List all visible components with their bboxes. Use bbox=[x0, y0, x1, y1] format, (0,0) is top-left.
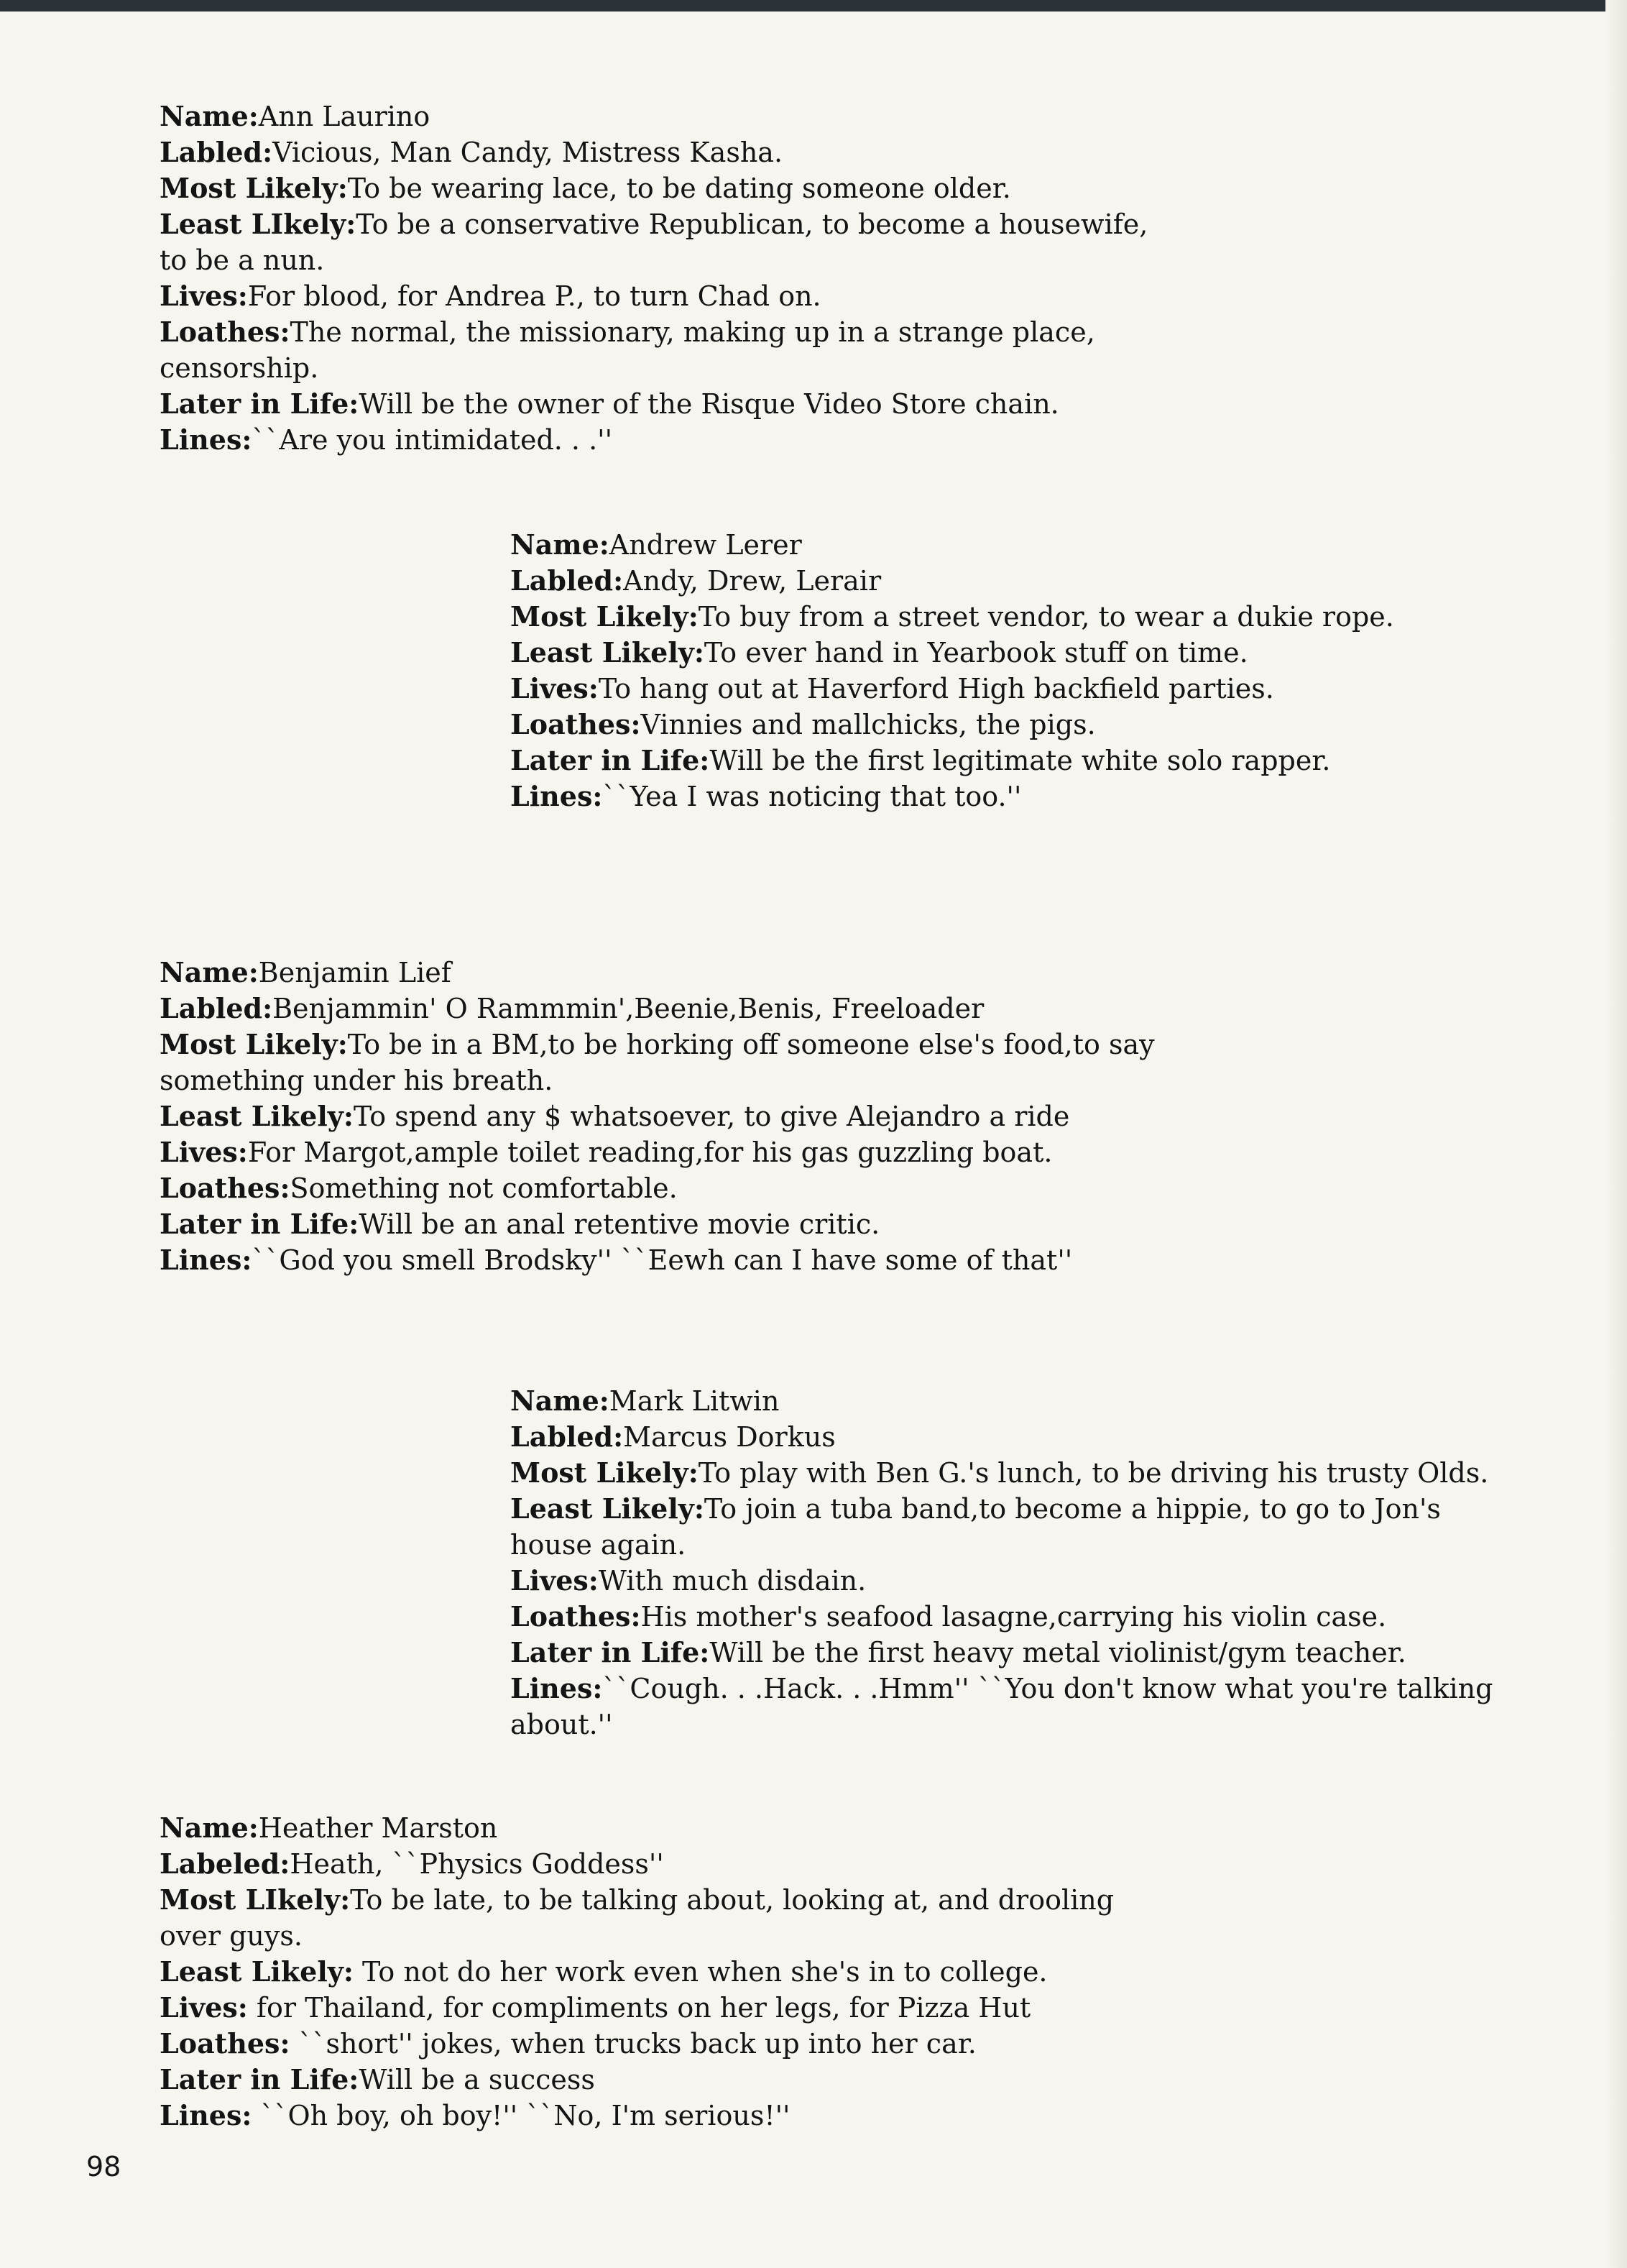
field-label: Labled: bbox=[510, 564, 624, 597]
entry-line bbox=[160, 1882, 1114, 1918]
field-label: Least Likely: bbox=[510, 636, 704, 669]
entry-line bbox=[160, 1846, 1114, 1882]
entry-line bbox=[160, 278, 1148, 314]
field-value: Andy, Drew, Lerair bbox=[623, 565, 882, 597]
field-label: Least Likely: bbox=[160, 1100, 354, 1132]
entry-line bbox=[160, 2098, 1114, 2134]
field-label: Lives: bbox=[160, 280, 248, 312]
field-label: Labeled: bbox=[160, 1847, 290, 1880]
field-label: Labled: bbox=[160, 992, 273, 1024]
field-value: Benjammin' O Rammmin',Beenie,Benis, Freeloader bbox=[272, 993, 985, 1024]
field-value: For blood, for Andrea P., to turn Chad on. bbox=[247, 280, 821, 312]
entry-line bbox=[160, 1918, 1114, 1954]
entry-line bbox=[160, 422, 1148, 458]
student-entry-benjamin-lief bbox=[160, 955, 1155, 1278]
field-value: Will be the first heavy metal violinist/gym teacher. bbox=[709, 1637, 1406, 1668]
entry-line bbox=[510, 779, 1394, 814]
page-number: 98 bbox=[86, 2151, 121, 2182]
entry-line bbox=[510, 527, 1394, 563]
field-label: Lines: bbox=[160, 423, 252, 456]
field-value: Benjamin Lief bbox=[258, 957, 451, 988]
field-value: With much disdain. bbox=[598, 1565, 867, 1597]
entry-line bbox=[510, 1455, 1493, 1491]
field-label: Most Likely: bbox=[510, 1456, 699, 1489]
field-value: Andrew Lerer bbox=[609, 529, 802, 561]
field-label: Loathes: bbox=[160, 1172, 290, 1204]
field-label: Name: bbox=[510, 528, 609, 561]
field-value: censorship. bbox=[160, 352, 319, 384]
field-value: Vicious, Man Candy, Mistress Kasha. bbox=[272, 137, 783, 168]
field-label: Later in Life: bbox=[160, 387, 359, 420]
field-value: To be wearing lace, to be dating someone older. bbox=[347, 173, 1011, 204]
field-value: Will be the owner of the Risque Video Store chain. bbox=[359, 388, 1059, 420]
field-label: Least Likely: bbox=[160, 1955, 354, 1988]
field-value: something under his breath. bbox=[160, 1065, 553, 1096]
field-value: Heather Marston bbox=[258, 1812, 498, 1844]
student-entry-mark-litwin bbox=[510, 1383, 1493, 1743]
field-value: ``Oh boy, oh boy!'' ``No, I'm serious!'' bbox=[252, 2100, 791, 2131]
field-label: Lives: bbox=[510, 1564, 599, 1597]
field-label: Name: bbox=[160, 1812, 259, 1844]
field-value: The normal, the missionary, making up in a strange place, bbox=[290, 316, 1095, 348]
entry-line bbox=[160, 1027, 1155, 1062]
field-label: Later in Life: bbox=[510, 1636, 710, 1668]
field-value: Ann Laurino bbox=[258, 101, 430, 132]
field-label: Lines: bbox=[160, 1244, 252, 1276]
field-label: Lives: bbox=[160, 1136, 248, 1168]
entry-line bbox=[160, 1990, 1114, 2026]
field-label: Loathes: bbox=[160, 316, 290, 348]
entry-line bbox=[510, 1527, 1493, 1563]
field-value: To buy from a street vendor, to wear a dukie rope. bbox=[698, 601, 1394, 633]
field-label: Labled: bbox=[160, 136, 273, 168]
entry-line bbox=[160, 991, 1155, 1027]
student-entry-andrew-lerer bbox=[510, 527, 1394, 814]
entry-line bbox=[160, 955, 1155, 991]
field-value: Will be an anal retentive movie critic. bbox=[359, 1208, 880, 1240]
entry-line bbox=[510, 1707, 1493, 1743]
field-label: Lines: bbox=[160, 2099, 252, 2131]
entry-line bbox=[160, 350, 1148, 386]
field-label: Lives: bbox=[510, 672, 599, 704]
field-label: Most Likely: bbox=[160, 1028, 348, 1060]
field-value: to be a nun. bbox=[160, 244, 325, 276]
field-label: Lines: bbox=[510, 1672, 603, 1704]
entry-line bbox=[160, 170, 1148, 206]
field-label: Loathes: bbox=[510, 1600, 641, 1633]
field-value: Heath, ``Physics Goddess'' bbox=[290, 1848, 664, 1880]
scan-top-border bbox=[0, 0, 1627, 12]
entry-line bbox=[160, 1062, 1155, 1098]
entry-line bbox=[160, 1954, 1114, 1990]
field-value: To play with Ben G.'s lunch, to be driving his trusty Olds. bbox=[698, 1457, 1489, 1489]
entry-line bbox=[510, 599, 1394, 635]
field-value: ``short'' jokes, when trucks back up into her car. bbox=[290, 2028, 977, 2060]
entry-line bbox=[160, 1810, 1114, 1846]
entry-line bbox=[160, 2026, 1114, 2062]
entry-line bbox=[510, 1599, 1493, 1635]
field-value: house again. bbox=[510, 1529, 686, 1561]
field-value: ``Cough. . .Hack. . .Hmm'' ``You don't know what you're talking bbox=[602, 1673, 1493, 1704]
entry-line bbox=[160, 314, 1148, 350]
field-value: To be in a BM,to be horking off someone else's food,to say bbox=[347, 1029, 1155, 1060]
entry-line bbox=[160, 206, 1148, 242]
field-value: Mark Litwin bbox=[609, 1385, 780, 1417]
field-value: To be late, to be talking about, looking at, and drooling bbox=[350, 1884, 1115, 1916]
entry-line bbox=[510, 1635, 1493, 1671]
entry-line bbox=[160, 242, 1148, 278]
field-value: ``Yea I was noticing that too.'' bbox=[602, 781, 1022, 812]
field-value: about.'' bbox=[510, 1709, 613, 1740]
entry-line bbox=[510, 1671, 1493, 1707]
field-label: Name: bbox=[510, 1385, 609, 1417]
field-value: Will be the first legitimate white solo rapper. bbox=[709, 745, 1331, 776]
field-value: Marcus Dorkus bbox=[623, 1421, 836, 1453]
page-binding-edge bbox=[1605, 0, 1627, 2268]
entry-line bbox=[160, 1242, 1155, 1278]
field-label: Loathes: bbox=[510, 708, 641, 740]
field-value: His mother's seafood lasagne,carrying his violin case. bbox=[640, 1601, 1387, 1633]
entry-line bbox=[510, 707, 1394, 743]
entry-line bbox=[160, 386, 1148, 422]
entry-line bbox=[510, 1419, 1493, 1455]
entry-line bbox=[510, 743, 1394, 779]
field-label: Lives: bbox=[160, 1991, 248, 2024]
field-label: Later in Life: bbox=[160, 1208, 359, 1240]
entry-line bbox=[510, 635, 1394, 671]
field-value: ``God you smell Brodsky'' ``Eewh can I have some of that'' bbox=[252, 1244, 1073, 1276]
entry-line bbox=[510, 1491, 1493, 1527]
field-label: Name: bbox=[160, 956, 259, 988]
entry-line bbox=[160, 2062, 1114, 2098]
entry-line bbox=[160, 1206, 1155, 1242]
field-value: To not do her work even when she's in to college. bbox=[353, 1956, 1048, 1988]
field-value: To ever hand in Yearbook stuff on time. bbox=[704, 637, 1248, 669]
field-label: Labled: bbox=[510, 1420, 624, 1453]
field-value: Will be a success bbox=[359, 2064, 595, 2095]
field-label: Most Likely: bbox=[510, 600, 699, 633]
entry-line bbox=[160, 134, 1148, 170]
field-value: To spend any $ whatsoever, to give Alejandro a ride bbox=[353, 1101, 1070, 1132]
field-value: Vinnies and mallchicks, the pigs. bbox=[640, 709, 1096, 740]
student-entry-heather-marston bbox=[160, 1810, 1114, 2134]
field-value: ``Are you intimidated. . .'' bbox=[252, 424, 613, 456]
field-label: Most LIkely: bbox=[160, 1883, 351, 1916]
entry-line bbox=[510, 563, 1394, 599]
field-label: Later in Life: bbox=[510, 744, 710, 776]
field-label: Most Likely: bbox=[160, 172, 348, 204]
field-label: Name: bbox=[160, 100, 259, 132]
field-label: Least Likely: bbox=[510, 1492, 704, 1525]
field-value: over guys. bbox=[160, 1920, 303, 1952]
field-value: Something not comfortable. bbox=[290, 1172, 678, 1204]
field-label: Later in Life: bbox=[160, 2063, 359, 2095]
field-value: To hang out at Haverford High backfield parties. bbox=[598, 673, 1274, 704]
field-value: To be a conservative Republican, to become a housewife, bbox=[356, 208, 1148, 240]
field-label: Loathes: bbox=[160, 2027, 290, 2060]
entry-line bbox=[160, 1170, 1155, 1206]
entry-line bbox=[160, 1134, 1155, 1170]
entry-line bbox=[510, 1383, 1493, 1419]
field-label: Lines: bbox=[510, 780, 603, 812]
field-label: Least LIkely: bbox=[160, 208, 356, 240]
field-value: For Margot,ample toilet reading,for his gas guzzling boat. bbox=[247, 1137, 1053, 1168]
field-value: for Thailand, for compliments on her legs, for Pizza Hut bbox=[247, 1992, 1031, 2024]
entry-line bbox=[510, 1563, 1493, 1599]
entry-line bbox=[160, 1098, 1155, 1134]
entry-line bbox=[510, 671, 1394, 707]
student-entry-ann-laurino bbox=[160, 98, 1148, 458]
field-value: To join a tuba band,to become a hippie, to go to Jon's bbox=[704, 1493, 1441, 1525]
entry-line bbox=[160, 98, 1148, 134]
